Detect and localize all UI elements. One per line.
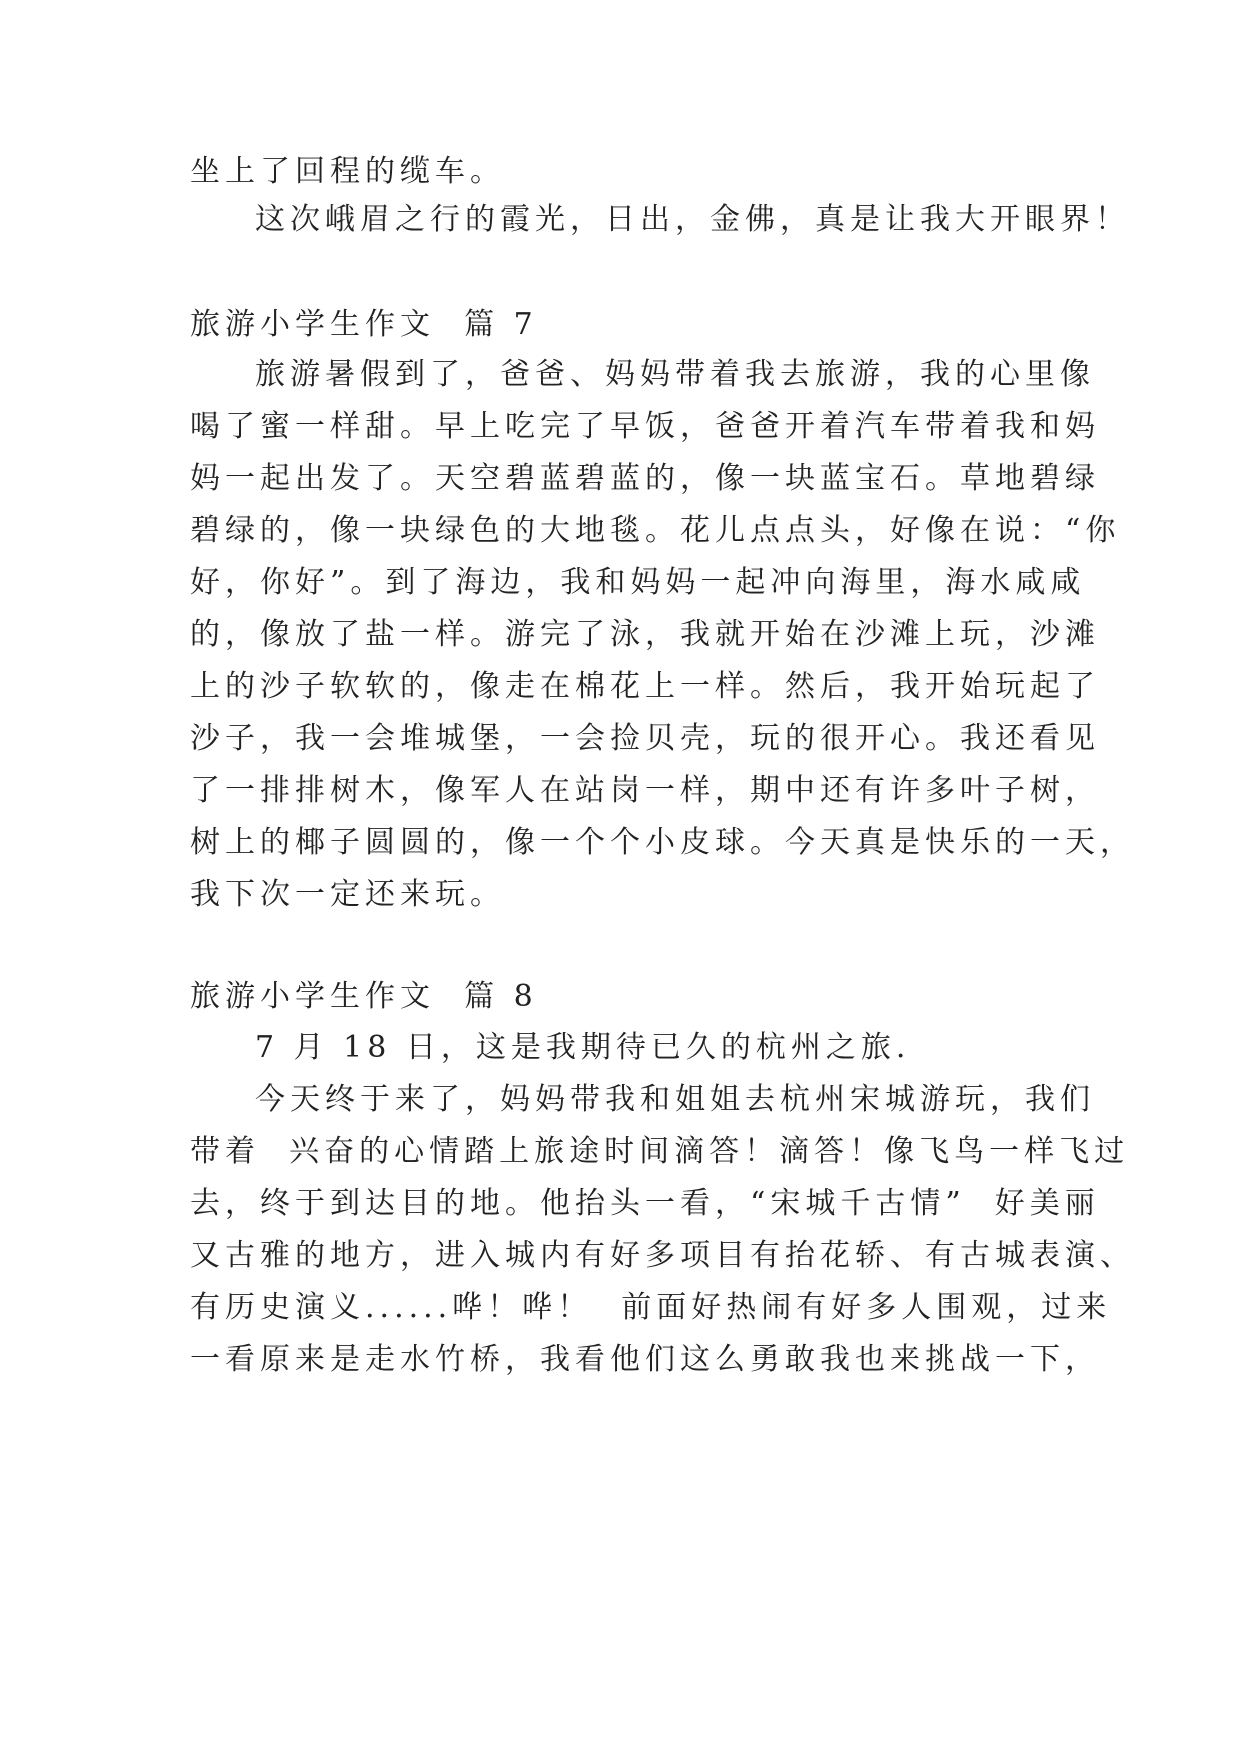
- section-heading: 旅游小学生作文 篇 8: [190, 979, 538, 1014]
- text-line: 了一排排树木，像军人在站岗一样，期中还有许多叶子树，: [190, 773, 1100, 808]
- text-line: 一看原来是走水竹桥，我看他们这么勇敢我也来挑战一下，: [190, 1342, 1100, 1377]
- section-heading: 旅游小学生作文 篇 7: [190, 307, 538, 342]
- text-line: 坐上了回程的缆车。: [190, 154, 505, 189]
- text-line: 我下次一定还来玩。: [190, 877, 505, 912]
- text-line: 好，你好”。到了海边，我和妈妈一起冲向海里，海水咸咸: [190, 565, 1086, 600]
- text-line: 7 月 18 日，这是我期待已久的杭州之旅.: [255, 1030, 911, 1065]
- text-line: 又古雅的地方，进入城内有好多项目有抬花轿、有古城表演、: [190, 1238, 1135, 1273]
- text-line: 沙子，我一会堆城堡，一会捡贝壳，玩的很开心。我还看见: [190, 721, 1100, 756]
- text-line: 树上的椰子圆圆的，像一个个小皮球。今天真是快乐的一天，: [190, 825, 1135, 860]
- text-line: 妈一起出发了。天空碧蓝碧蓝的，像一块蓝宝石。草地碧绿: [190, 461, 1100, 496]
- text-line: 旅游暑假到了，爸爸、妈妈带着我去旅游，我的心里像: [255, 357, 1095, 392]
- text-line: 有历史演义......哗！哗！ 前面好热闹有好多人围观，过来: [190, 1290, 1112, 1325]
- text-line: 喝了蜜一样甜。早上吃完了早饭，爸爸开着汽车带着我和妈: [190, 409, 1100, 444]
- text-line: 碧绿的，像一块绿色的大地毯。花儿点点头，好像在说：“你: [190, 513, 1121, 548]
- text-line: 带着 兴奋的心情踏上旅途时间滴答！滴答！像飞鸟一样飞过: [190, 1134, 1130, 1169]
- text-line: 今天终于来了，妈妈带我和姐姐去杭州宋城游玩，我们: [255, 1082, 1095, 1117]
- text-line: 这次峨眉之行的霞光，日出，金佛，真是让我大开眼界！: [255, 202, 1130, 237]
- text-line: 的，像放了盐一样。游完了泳，我就开始在沙滩上玩，沙滩: [190, 617, 1100, 652]
- text-line: 去，终于到达目的地。他抬头一看，“宋城千古情” 好美丽: [190, 1186, 1100, 1221]
- text-line: 上的沙子软软的，像走在棉花上一样。然后，我开始玩起了: [190, 669, 1100, 704]
